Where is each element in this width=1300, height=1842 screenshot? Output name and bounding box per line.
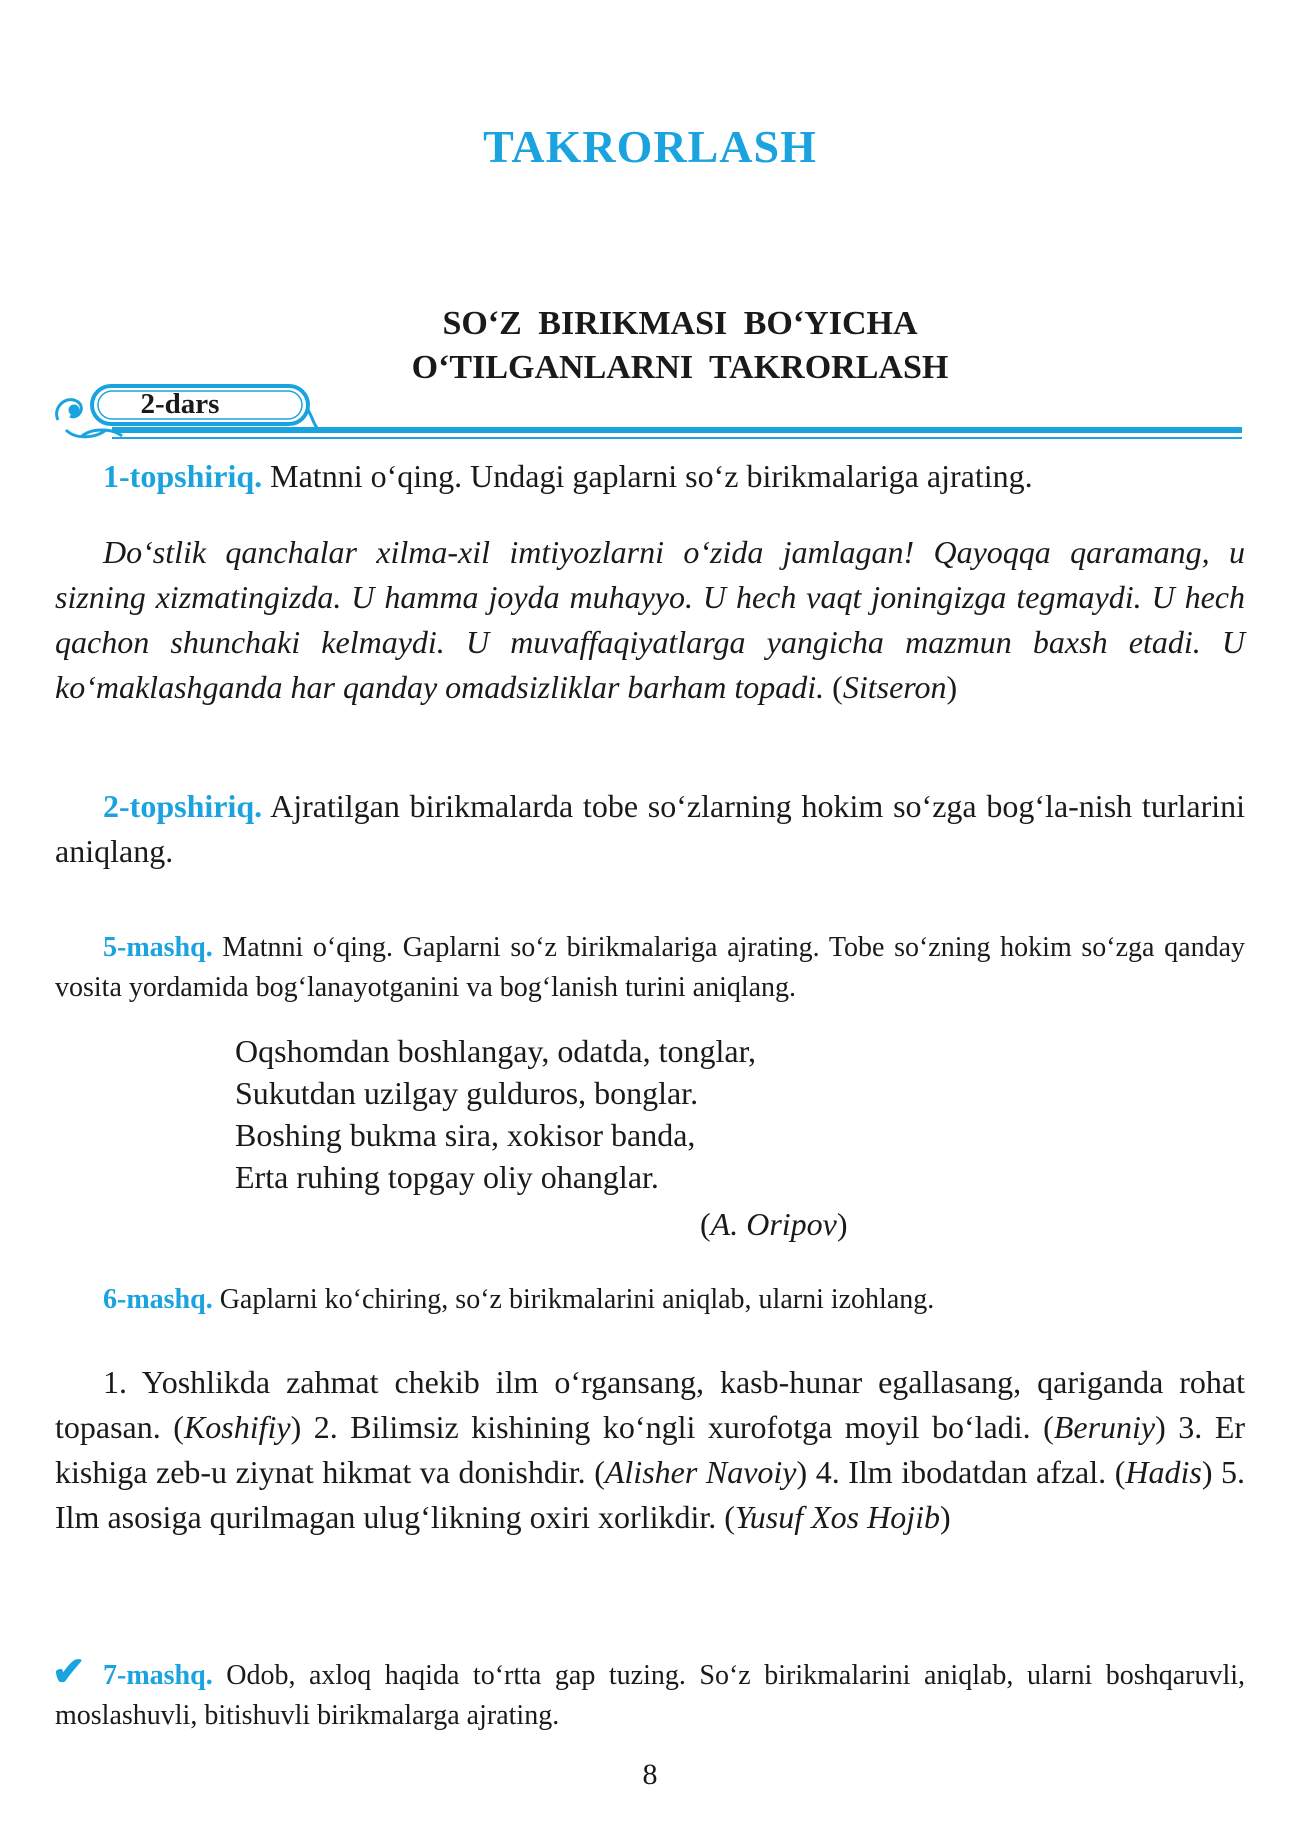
sentence-text: ): [940, 1499, 951, 1535]
poem-author-name: A. Oripov: [710, 1206, 837, 1242]
exercise-6-label: 6-mashq.: [103, 1284, 213, 1315]
sentence-text: ) 2. Bilimsiz kishining ko‘ngli xurofotga moyil bo‘ladi. (: [290, 1409, 1054, 1445]
checkmark-icon: ✔: [52, 1649, 86, 1694]
section-title-line1: SO‘Z BIRIKMASI BO‘YICHA: [442, 305, 918, 342]
sentences: [55, 1360, 1245, 1540]
sentence-text: 1. Yoshlikda zahmat chekib ilm o‘rgansang, kasb-hunar egallasang, qariganda rohat topasan. (: [55, 1364, 1245, 1445]
poem-line: Boshing bukma sira, xokisor banda,: [235, 1117, 696, 1153]
poem-line: Sukutdan uzilgay gulduros, bonglar.: [235, 1075, 699, 1111]
poem-author: [700, 1206, 848, 1243]
passage-author-open: (: [824, 669, 843, 705]
sentence-author: Koshifiy: [183, 1409, 291, 1445]
exercise-5: [55, 928, 1245, 1008]
poem-line: Oqshomdan boshlangay, odatda, tonglar,: [235, 1033, 756, 1069]
exercise-7-label: 7-mashq.: [103, 1660, 213, 1691]
exercise-7: [55, 1656, 1245, 1736]
exercise-7-text: Odob, axloq haqida to‘rtta gap tuzing. So‘z birikmalarini aniqlab, ularni boshqaruvli, moslashuvli, bitishuvli birikmalarga ajrating.: [55, 1660, 1245, 1731]
poem-author-close: ): [836, 1206, 848, 1242]
passage-author: Sitseron: [842, 669, 947, 705]
task-2: [55, 784, 1245, 874]
sentence-author: Hadis: [1125, 1454, 1202, 1490]
lesson-label: 2-dars: [140, 388, 220, 420]
poem-line: Erta ruhing topgay oliy ohanglar.: [235, 1159, 659, 1195]
page-number: 8: [642, 1758, 658, 1791]
sentence-author: Alisher Navoiy: [604, 1454, 797, 1490]
passage-text: Do‘stlik qanchalar xilma-xil imtiyozlarni o‘zida jamlagan! Qayoqqa qaramang, u sizning xizmatingizda. U hamma joyda muhayyo. U hech vaqt joningizga tegmaydi. U hech qachon shunchaki kelmaydi. U muvaffaqiyatlarga yangicha mazmun baxsh etadi. U ko‘maklashganda har qanday omadsizliklar barham topadi.: [55, 534, 1245, 705]
passage-author-close: ): [946, 669, 958, 705]
sentence-text: ) 4. Ilm ibodatdan afzal. (: [796, 1454, 1126, 1490]
task-1: [55, 454, 1245, 499]
passage: [55, 530, 1245, 710]
exercise-5-text: Matnni o‘qing. Gaplarni so‘z birikmalariga ajrating. Tobe so‘zning hokim so‘zga qanday vosita yordamida bog‘lanayotganini va bog‘lanish turini aniqlang.: [55, 932, 1245, 1003]
poem: [235, 1030, 1035, 1198]
page-title: TAKRORLASH: [483, 121, 817, 172]
section-title: [380, 302, 980, 390]
sentence-author: Beruniy: [1053, 1409, 1156, 1445]
task-2-label: 2-topshiriq.: [103, 788, 263, 824]
poem-author-open: (: [700, 1206, 711, 1242]
exercise-6: [55, 1280, 1245, 1320]
sentence-author: Yusuf Xos Hojib: [734, 1499, 940, 1535]
section-title-line2: O‘TILGANLARNI TAKRORLASH: [411, 349, 949, 386]
task-1-label: 1-topshiriq.: [103, 458, 263, 494]
sentence-text: ) 3. Er kishiga zeb-u ziynat hikmat va donishdir. (: [55, 1409, 1246, 1490]
task-1-text: Matnni o‘qing. Undagi gaplarni so‘z birikmalariga ajrating.: [262, 458, 1033, 494]
sentence-text: ) 5. Ilm asosiga qurilmagan ulug‘likning oxiri xorlikdir. (: [55, 1454, 1246, 1535]
exercise-5-label: 5-mashq.: [103, 932, 213, 963]
exercise-6-text: Gaplarni ko‘chiring, so‘z birikmalarini aniqlab, ularni izohlang.: [212, 1284, 935, 1315]
task-2-text: Ajratilgan birikmalarda tobe so‘zlarning hokim so‘zga bog‘la-nish turlarini aniqlang.: [55, 788, 1245, 869]
